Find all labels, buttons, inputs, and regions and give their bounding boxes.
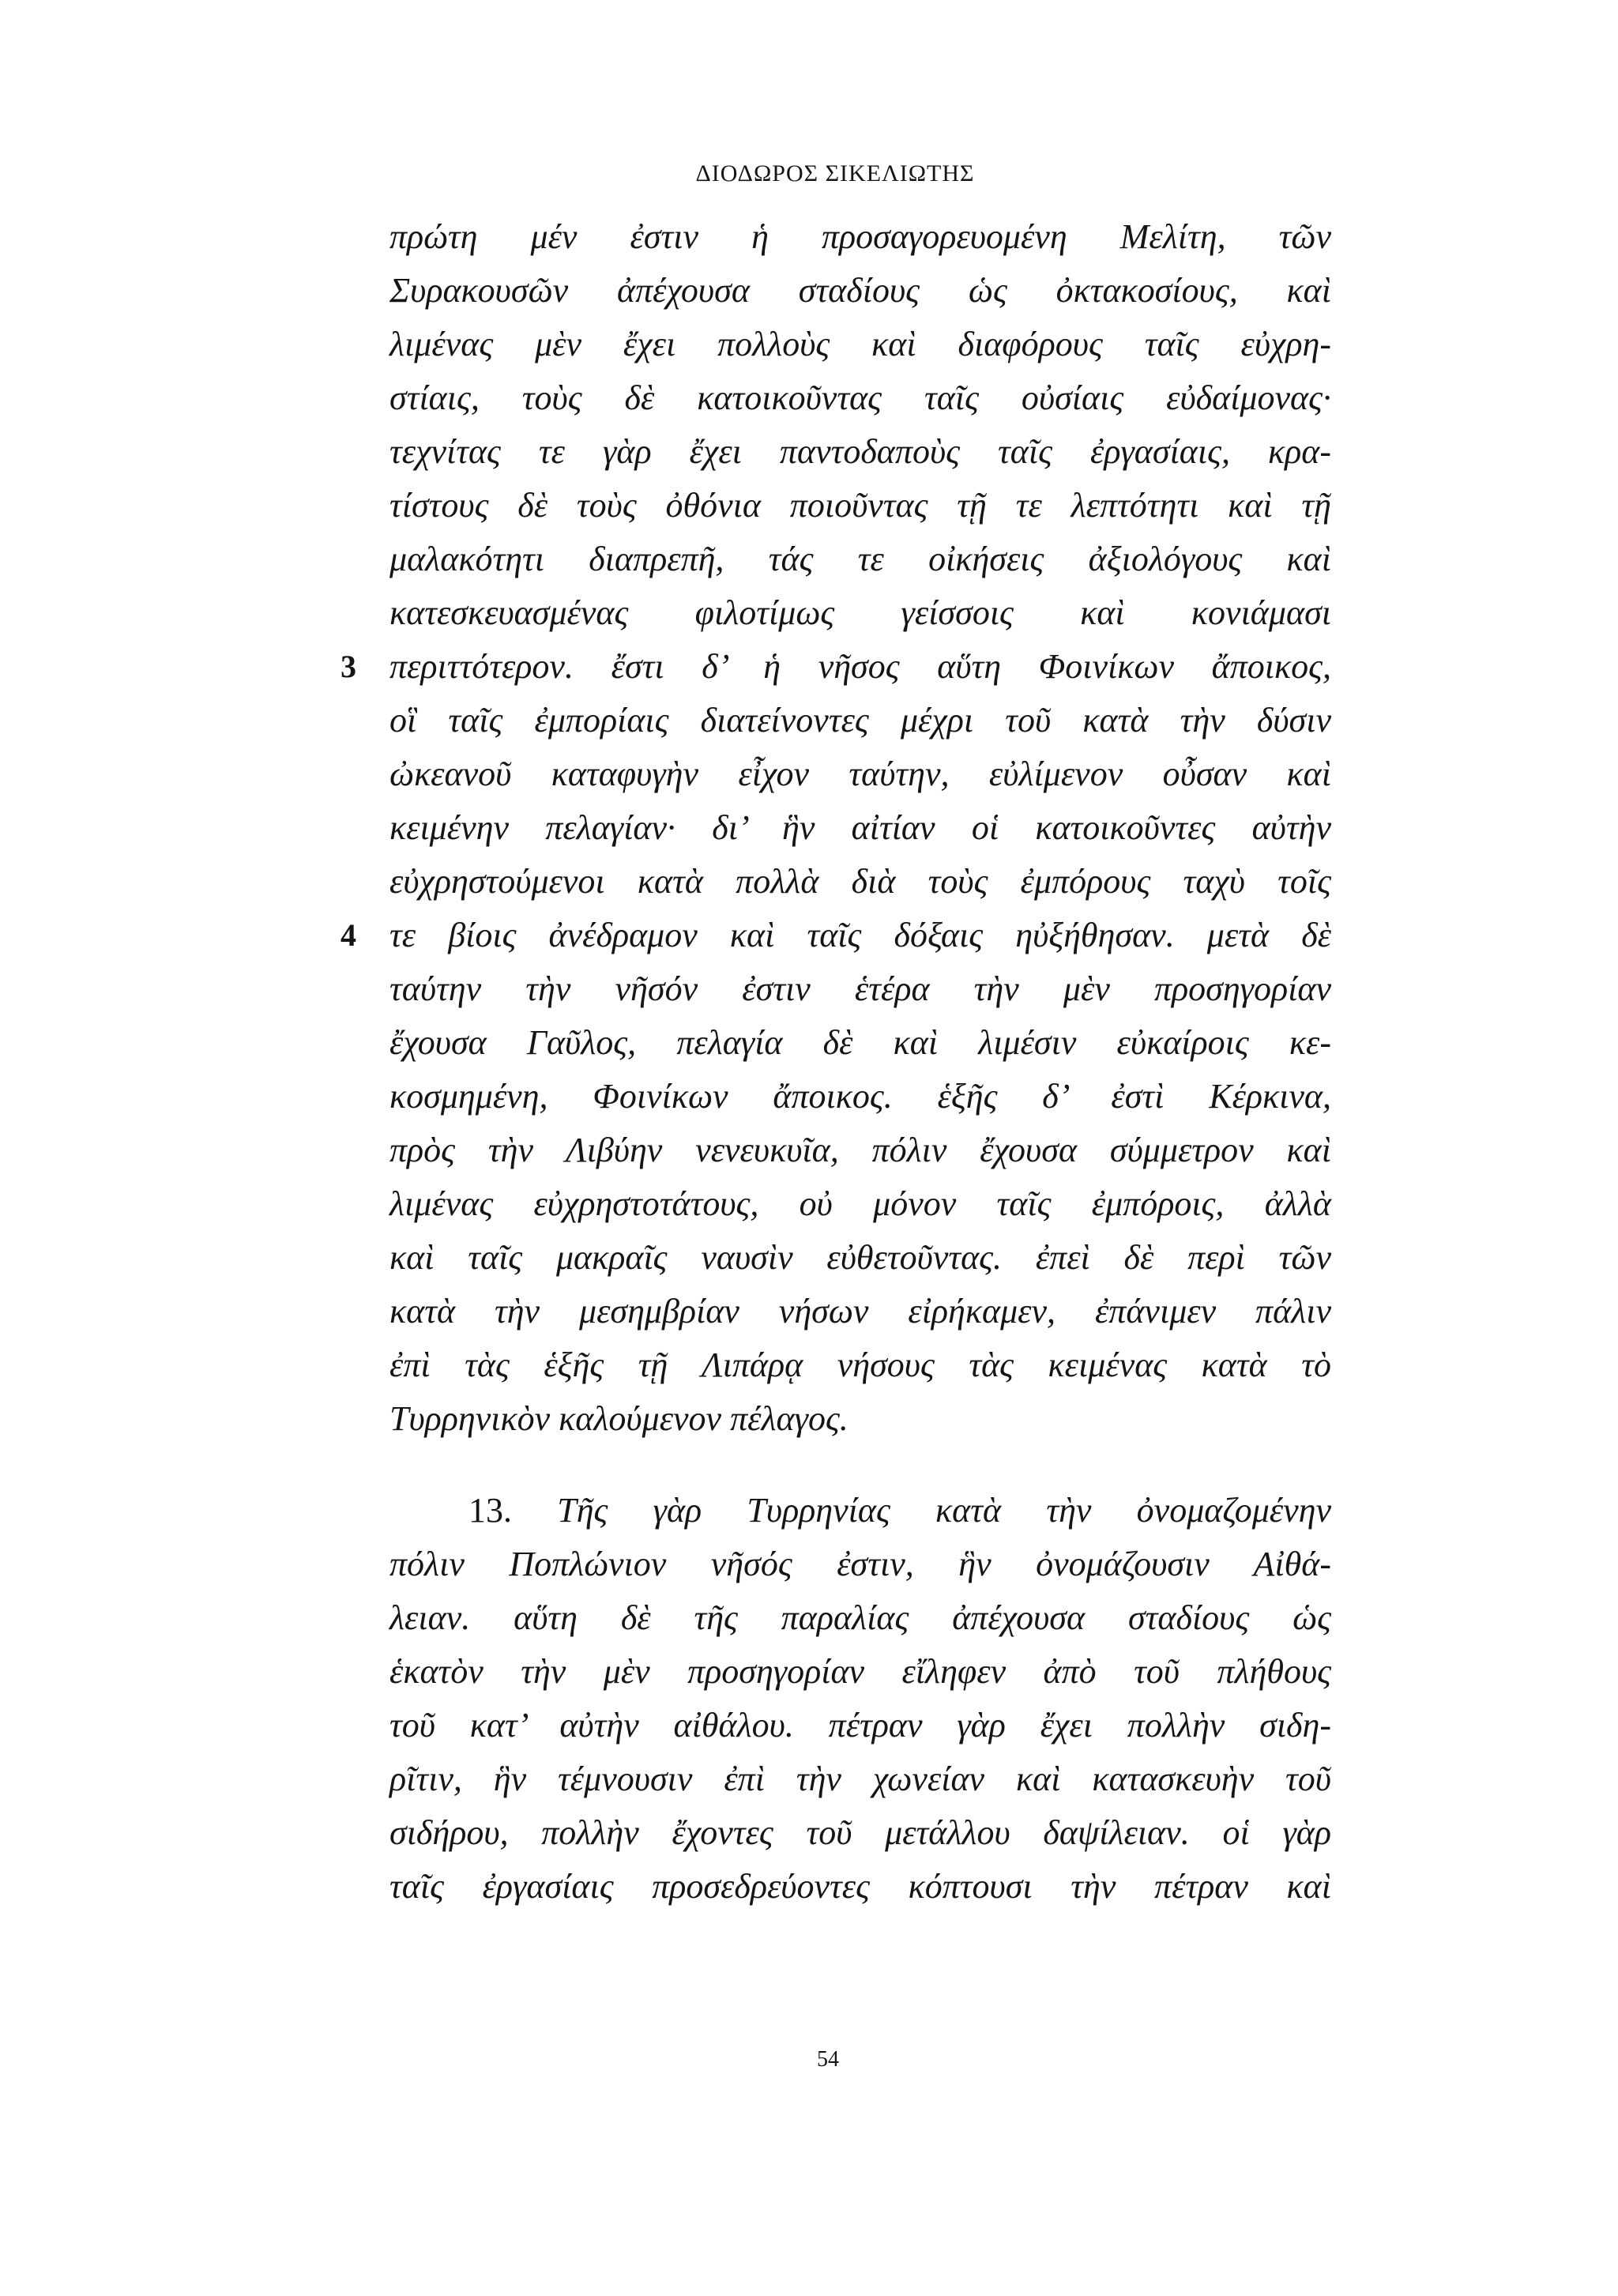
text-line-with-marker bbox=[341, 640, 1331, 694]
text-line: Τυρρηνικὸν καλούμενον πέλαγος. bbox=[389, 1399, 849, 1438]
text-line: Συρακουσῶν ἀπέχουσα σταδίους ὡς ὀκτακοσίους, καὶ bbox=[389, 271, 1331, 310]
text-line: ταῖς ἐργασίαις προσεδρεύοντες κόπτουσι τὴν πέτραν καὶ bbox=[389, 1867, 1331, 1906]
text-line: πόλιν Ποπλώνιον νῆσός ἐστιν, ἣν ὀνομάζουσιν Αἰθά- bbox=[389, 1545, 1331, 1583]
text-line: κατεσκευασμένας φιλοτίμως γείσσοις καὶ κονιάμασι bbox=[389, 593, 1331, 632]
text-line-with-chapter-number bbox=[389, 1484, 1331, 1538]
paragraph bbox=[341, 210, 1331, 1446]
text-line: τεχνίτας τε γὰρ ἔχει παντοδαποὺς ταῖς ἐργασίαις, κρα- bbox=[389, 432, 1331, 471]
text-line: ἔχουσα Γαῦλος, πελαγία δὲ καὶ λιμέσιν εὐκαίροις κε- bbox=[389, 1023, 1331, 1062]
text-line: σιδήρου, πολλὴν ἔχοντες τοῦ μετάλλου δαψίλειαν. οἱ γὰρ bbox=[389, 1813, 1331, 1852]
text-line: καὶ ταῖς μακραῖς ναυσὶν εὐθετοῦντας. ἐπεὶ δὲ περὶ τῶν bbox=[389, 1238, 1331, 1277]
text-line: τοῦ κατ’ αὐτὴν αἰθάλου. πέτραν γὰρ ἔχει πολλὴν σιδη- bbox=[389, 1706, 1331, 1745]
line-text: περιττότερον. ἔστι δ’ ἡ νῆσος αὕτη Φοινίκων ἄποικος, bbox=[389, 647, 1331, 686]
line-text: Τῆς γὰρ Τυρρηνίας κατὰ τὴν ὀνομαζομένην bbox=[557, 1491, 1332, 1530]
text-line: πρώτη μέν ἐστιν ἡ προσαγορευομένη Μελίτη, τῶν bbox=[389, 217, 1331, 256]
text-line: κατὰ τὴν μεσημβρίαν νήσων εἰρήκαμεν, ἐπάνιμεν πάλιν bbox=[389, 1292, 1331, 1331]
text-line: πρὸς τὴν Λιβύην νενευκυῖα, πόλιν ἔχουσα σύμμετρον καὶ bbox=[389, 1131, 1331, 1169]
text-line: λιμένας μὲν ἔχει πολλοὺς καὶ διαφόρους ταῖς εὐχρη- bbox=[389, 325, 1331, 363]
chapter-number: 13. bbox=[468, 1491, 512, 1530]
text-line: τίστους δὲ τοὺς ὀθόνια ποιοῦντας τῇ τε λεπτότητι καὶ τῇ bbox=[389, 486, 1331, 525]
page-number: 54 bbox=[817, 2047, 839, 2072]
text-line: οἳ ταῖς ἐμπορίαις διατείνοντες μέχρι τοῦ κατὰ τὴν δύσιν bbox=[389, 701, 1331, 740]
paragraph bbox=[389, 1484, 1331, 1914]
text-line: ἑκατὸν τὴν μὲν προσηγορίαν εἴληφεν ἀπὸ τοῦ πλήθους bbox=[389, 1652, 1331, 1691]
text-line: κοσμημένη, Φοινίκων ἄποικος. ἑξῆς δ’ ἐστὶ Κέρκινα, bbox=[389, 1077, 1331, 1116]
section-marker: 3 bbox=[341, 649, 356, 684]
section-marker: 4 bbox=[341, 917, 356, 953]
text-line-with-marker bbox=[341, 909, 1331, 962]
text-line: λειαν. αὕτη δὲ τῆς παραλίας ἀπέχουσα σταδίους ὡς bbox=[389, 1598, 1331, 1637]
text-line: κειμένην πελαγίαν· δι’ ἣν αἰτίαν οἱ κατοικοῦντες αὐτὴν bbox=[389, 808, 1331, 847]
text-line: ταύτην τὴν νῆσόν ἐστιν ἑτέρα τὴν μὲν προσηγορίαν bbox=[389, 969, 1331, 1008]
text-line: ἐπὶ τὰς ἑξῆς τῇ Λιπάρᾳ νήσους τὰς κειμένας κατὰ τὸ bbox=[389, 1346, 1331, 1384]
text-line: μαλακότητι διαπρεπῆ, τάς τε οἰκήσεις ἀξιολόγους καὶ bbox=[389, 540, 1331, 578]
text-line: εὐχρηστούμενοι κατὰ πολλὰ διὰ τοὺς ἐμπόρους ταχὺ τοῖς bbox=[389, 862, 1331, 901]
text-line: λιμένας εὐχρηστοτάτους, οὐ μόνον ταῖς ἐμπόροις, ἀλλὰ bbox=[389, 1184, 1331, 1223]
line-text: τε βίοις ἀνέδραμον καὶ ταῖς δόξαις ηὐξήθησαν. μετὰ δὲ bbox=[389, 916, 1331, 954]
running-head: ΔΙΟΔΩΡΟΣ ΣΙΚΕΛΙΩΤΗΣ bbox=[695, 160, 975, 186]
text-line: ὠκεανοῦ καταφυγὴν εἶχον ταύτην, εὐλίμενον οὖσαν καὶ bbox=[389, 755, 1331, 793]
text-line: στίαις, τοὺς δὲ κατοικοῦντας ταῖς οὐσίαις εὐδαίμονας· bbox=[389, 378, 1331, 417]
text-line: ρῖτιν, ἣν τέμνουσιν ἐπὶ τὴν χωνείαν καὶ κατασκευὴν τοῦ bbox=[389, 1760, 1331, 1798]
